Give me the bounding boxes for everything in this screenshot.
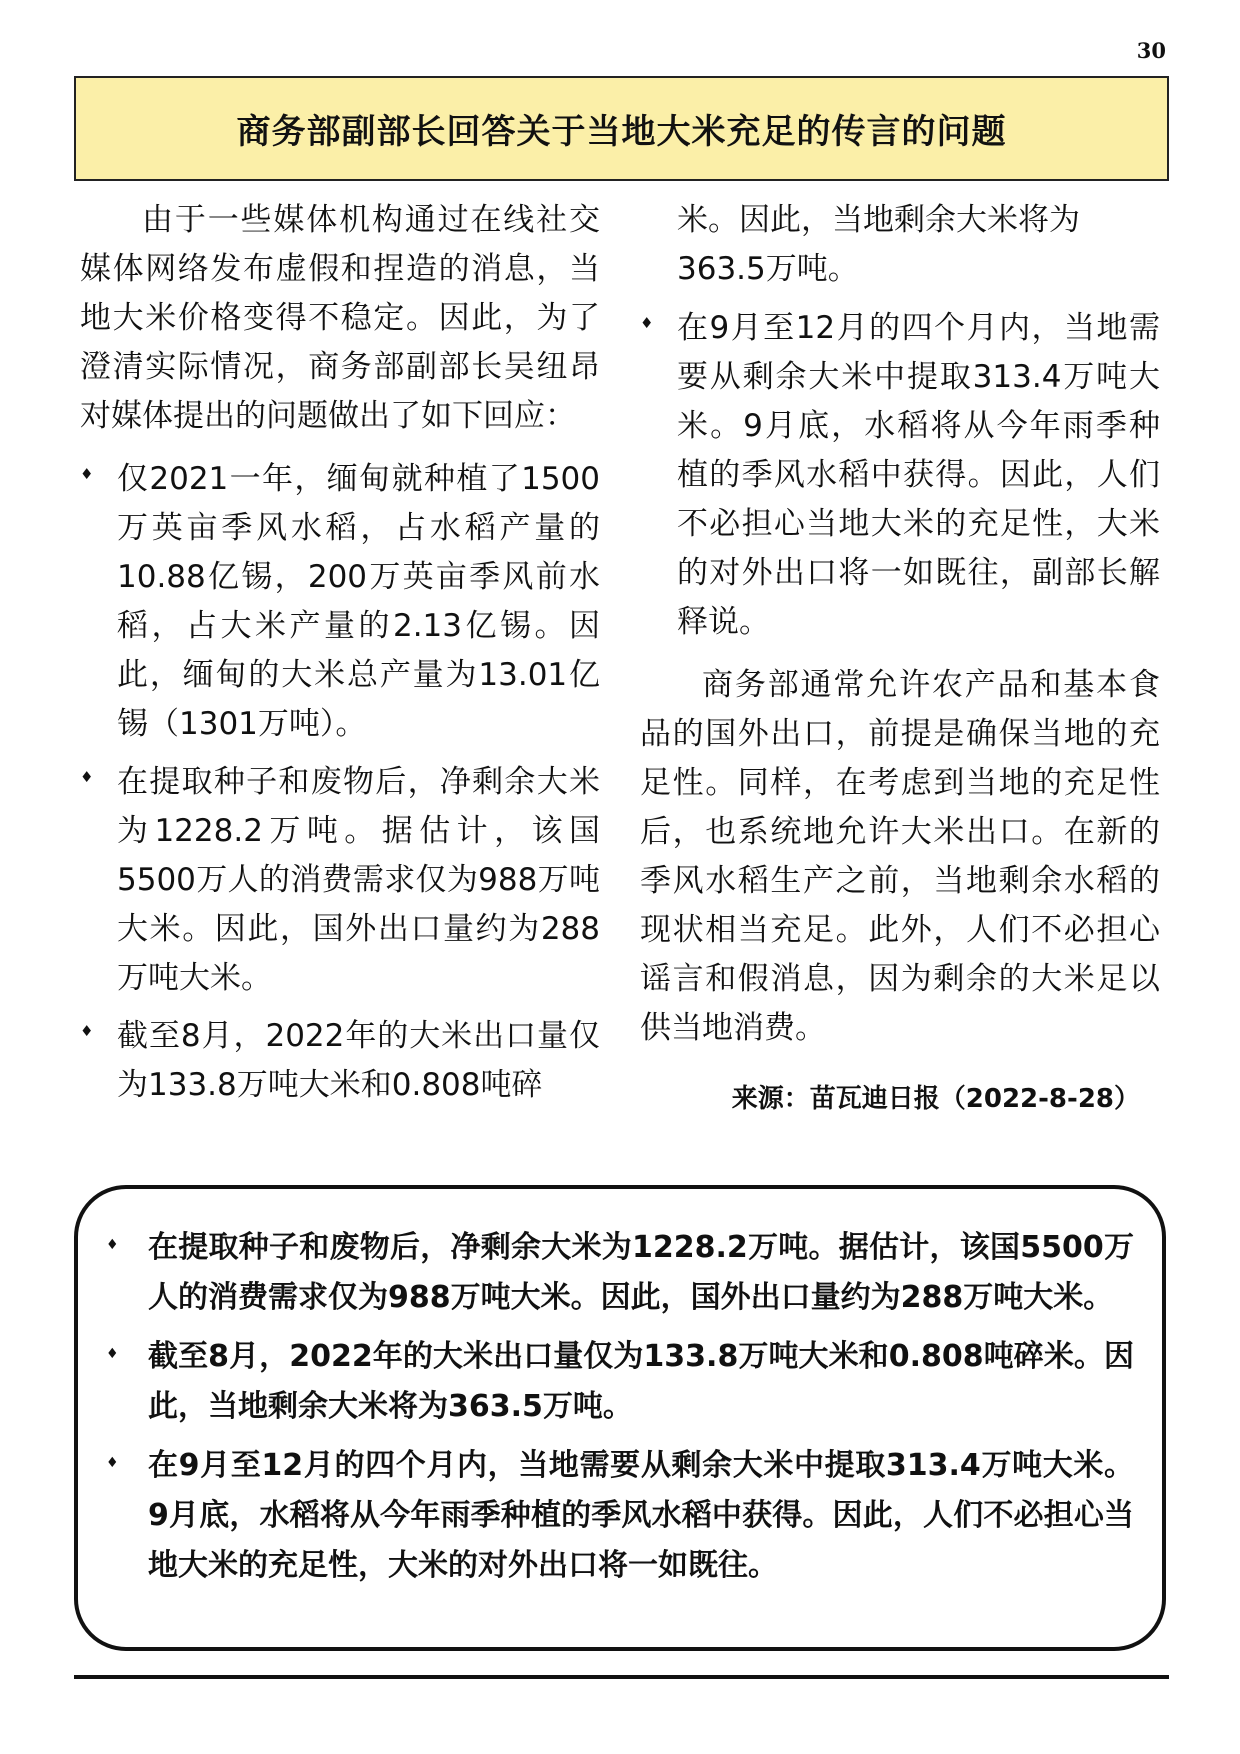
intro-paragraph: 由于一些媒体机构通过在线社交媒体网络发布虚假和捏造的消息，当地大米价格变得不稳定。因此，为了澄清实际情况，商务部副部长吴纽昂对媒体提出的问题做出了如下回应： bbox=[80, 202, 600, 434]
bullet-item-surplus bbox=[80, 758, 600, 1003]
bullet-text: 仅2021一年，缅甸就种植了1500万英亩季风水稻，占水稻产量的10.88亿锡，200万英亩季风前水稻，占大米产量的2.13亿锡。因此，缅甸的大米总产量为13.01亿锡（1301万吨）。 bbox=[117, 461, 600, 742]
bullet-item-exports bbox=[80, 1012, 600, 1110]
diamond-bullet-icon: ♦ bbox=[80, 465, 94, 483]
source-attribution: 来源：苗瓦迪日报（2022-8-28） bbox=[731, 1084, 1140, 1114]
title-banner bbox=[74, 76, 1169, 181]
diamond-bullet-icon: ♦ bbox=[106, 1346, 119, 1362]
summary-item-exports bbox=[106, 1332, 1134, 1432]
bullet-text: 截至8月，2022年的大米出口量仅为133.8万吨大米和0.808吨碎 bbox=[117, 1018, 600, 1103]
diamond-bullet-icon: ♦ bbox=[80, 1022, 94, 1040]
summary-text: 在提取种子和废物后，净剩余大米为1228.2万吨。据估计，该国5500万人的消费需求仅为988万吨大米。因此，国外出口量约为288万吨大米。 bbox=[148, 1230, 1134, 1315]
bullet-text: 在提取种子和废物后，净剩余大米为1228.2万吨。据估计，该国5500万人的消费需求仅为988万吨大米。因此，国外出口量约为288万吨大米。 bbox=[117, 764, 600, 996]
bullet-item-remaining bbox=[640, 304, 1160, 647]
summary-text: 截至8月，2022年的大米出口量仅为133.8万吨大米和0.808吨碎米。因此，当地剩余大米将为363.5万吨。 bbox=[148, 1339, 1134, 1424]
bullet-text: 在9月至12月的四个月内，当地需要从剩余大米中提取313.4万吨大米。9月底，水稻将从今年雨季种植的季风水稻中获得。因此，人们不必担心当地大米的充足性，大米的对外出口将一如既往，副部长解释说。 bbox=[677, 310, 1160, 640]
article-title: 商务部副部长回答关于当地大米充足的传言的问题 bbox=[236, 112, 1007, 152]
left-column bbox=[80, 196, 600, 1119]
summary-text: 在9月至12月的四个月内，当地需要从剩余大米中提取313.4万吨大米。9月底，水稻将从今年雨季种植的季风水稻中获得。因此，人们不必担心当地大米的充足性，大米的对外出口将一如既往。 bbox=[148, 1448, 1134, 1583]
diamond-bullet-icon: ♦ bbox=[80, 768, 94, 786]
page-number: 30 bbox=[1136, 38, 1166, 63]
summary-box bbox=[74, 1185, 1166, 1651]
diamond-bullet-icon: ♦ bbox=[106, 1237, 119, 1253]
summary-item-surplus bbox=[106, 1223, 1134, 1323]
bottom-divider bbox=[74, 1675, 1169, 1679]
diamond-bullet-icon: ♦ bbox=[640, 314, 654, 332]
bullet-continuation: 米。因此，当地剩余大米将为363.5万吨。 bbox=[677, 202, 1080, 287]
right-column bbox=[640, 196, 1160, 1124]
closing-paragraph: 商务部通常允许农产品和基本食品的国外出口，前提是确保当地的充足性。同样，在考虑到当地的充足性后，也系统地允许大米出口。在新的季风水稻生产之前，当地剩余水稻的现状相当充足。此外，人们不必担心谣言和假消息，因为剩余的大米足以供当地消费。 bbox=[640, 667, 1160, 1046]
bullet-item-production bbox=[80, 455, 600, 749]
summary-item-remaining bbox=[106, 1441, 1134, 1591]
diamond-bullet-icon: ♦ bbox=[106, 1455, 119, 1471]
